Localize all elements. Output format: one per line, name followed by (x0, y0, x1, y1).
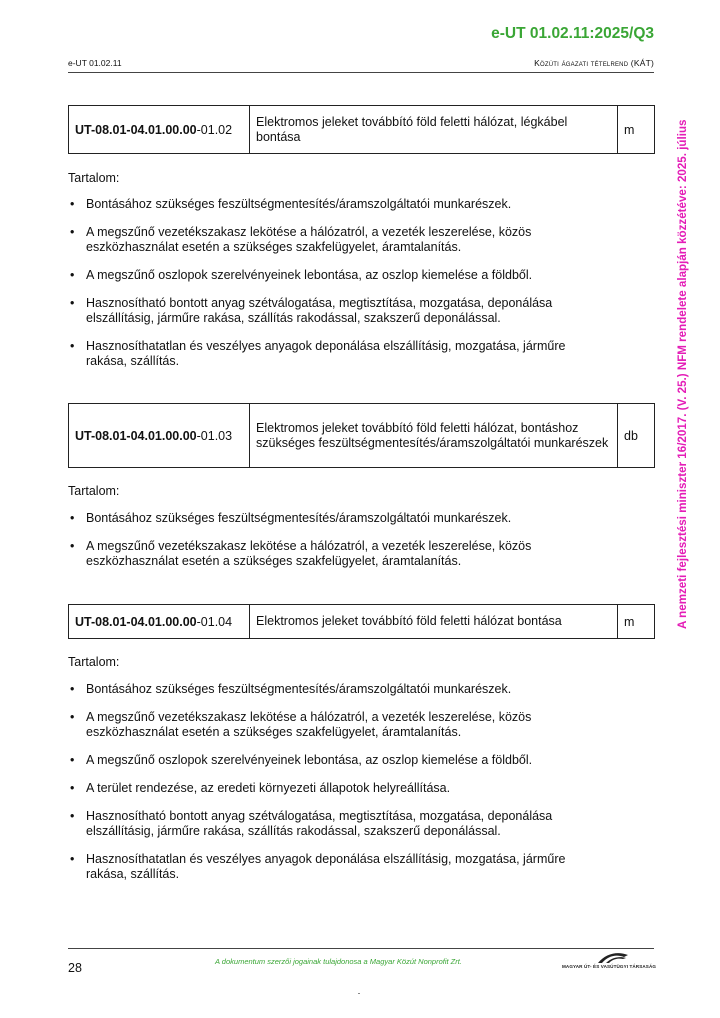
content-label: Tartalom: (68, 171, 120, 185)
list-item: • A megszűnő vezetékszakasz lekötése a hálózatról, a vezeték leszerelése, közös eszközhasználat esetén a szükséges szakfelügyelet, áramtalanítás. (68, 710, 608, 740)
page-mark (358, 993, 360, 994)
header-rule (68, 72, 654, 73)
list-item: • Hasznosíthatatlan és veszélyes anyagok deponálása elszállításig, mozgatása, járműre rakása, szállítás. (68, 339, 608, 369)
header-left: e-UT 01.02.11 (68, 58, 122, 68)
item-table-3 (68, 604, 655, 639)
content-label: Tartalom: (68, 655, 120, 669)
item-table-1 (68, 105, 655, 154)
list-item: • A megszűnő oszlopok szerelvényeinek lebontása, az oszlop kiemelése a földből. (68, 268, 608, 283)
item-unit: db (618, 404, 655, 468)
list-item: • Hasznosítható bontott anyag szétválogatása, megtisztítása, mozgatása, deponálása elszállításig, járműre rakása, szállítás rakodással, szakszerű deponálással. (68, 809, 608, 839)
list-item: • A megszűnő vezetékszakasz lekötése a hálózatról, a vezeték leszerelése, közös eszközhasználat esetén a szükséges szakfelügyelet, áramtalanítás. (68, 539, 608, 569)
list-item: • A terület rendezése, az eredeti környezeti állapotok helyreállítása. (68, 781, 608, 796)
bullet-list-3 (68, 682, 608, 895)
side-note: A nemzeti fejlesztési miniszter 16/2017. (V. 25.) NFM rendelete alapján közzétéve: 2025. július (676, 119, 689, 629)
list-item: • A megszűnő oszlopok szerelvényeinek lebontása, az oszlop kiemelése a földből. (68, 753, 608, 768)
page-number: 28 (68, 961, 82, 975)
list-item: • Bontásához szükséges feszültségmentesítés/áramszolgáltatói munkarészek. (68, 511, 608, 526)
copyright-notice: A dokumentum szerzői jogainak tulajdonosa a Magyar Közút Nonprofit Zrt. (215, 957, 462, 966)
item-description: Elektromos jeleket továbbító föld feletti hálózat, bontáshoz szükséges feszültségmentesítés/áramszolgáltatói munkarészek (250, 404, 618, 468)
bullet-list-1 (68, 197, 608, 382)
item-description: Elektromos jeleket továbbító föld feletti hálózat bontása (250, 605, 618, 639)
list-item: • Bontásához szükséges feszültségmentesítés/áramszolgáltatói munkarészek. (68, 197, 608, 212)
item-description: Elektromos jeleket továbbító föld feletti hálózat, légkábel bontása (250, 106, 618, 154)
item-table-2 (68, 403, 655, 468)
header-right: Közúti ágazati tételrend (KÁT) (534, 58, 654, 68)
list-item: • Bontásához szükséges feszültségmentesítés/áramszolgáltatói munkarészek. (68, 682, 608, 697)
road-swoosh-icon (562, 949, 656, 965)
doc-code: e-UT 01.02.11:2025/Q3 (491, 25, 654, 42)
content-label: Tartalom: (68, 484, 120, 498)
list-item: • Hasznosítható bontott anyag szétválogatása, megtisztítása, mozgatása, deponálása elszállításig, járműre rakása, szállítás rakodással, szakszerű deponálással. (68, 296, 608, 326)
item-unit: m (618, 106, 655, 154)
item-unit: m (618, 605, 655, 639)
list-item: • Hasznosíthatatlan és veszélyes anyagok deponálása elszállításig, mozgatása, járműre rakása, szállítás. (68, 852, 608, 882)
bullet-list-2 (68, 511, 608, 582)
item-code: UT-08.01-04.01.00.00-01.02 (69, 106, 250, 154)
item-code: UT-08.01-04.01.00.00-01.03 (69, 404, 250, 468)
company-logo (562, 949, 656, 973)
logo-text: MAGYAR ÚT- ÉS VASÚTÜGYI TÁRSASÁG (562, 964, 657, 969)
item-code: UT-08.01-04.01.00.00-01.04 (69, 605, 250, 639)
list-item: • A megszűnő vezetékszakasz lekötése a hálózatról, a vezeték leszerelése, közös eszközhasználat esetén a szükséges szakfelügyelet, áramtalanítás. (68, 225, 608, 255)
